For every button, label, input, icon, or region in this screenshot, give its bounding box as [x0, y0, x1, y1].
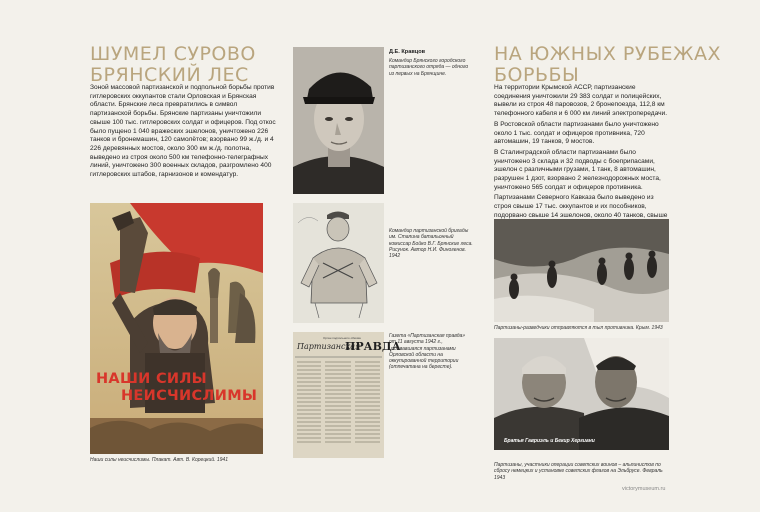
poster-slogan-line2: НЕИСЧИСЛИМЫ	[121, 388, 258, 404]
newspaper-image	[293, 332, 401, 458]
sketch-artwork	[293, 203, 384, 323]
portrait-photo	[293, 47, 384, 194]
portrait-caption: Командир Брянского городского партизанского отряда — одного из первых на Брянщине.	[389, 58, 469, 77]
left-paragraph: Зоной массовой партизанской и подпольной борьбы против гитлеровских оккупантов стали Орловская и Брянская области. Брянские леса превратились в символ партизанской борьбы. Брянские партизаны уничтожили свыше 100 тыс. гитлеровских солдат и офицеров. Под откос было пущено 1 040 вражеских эшелонов, уничтожено 226 танков и бронемашин, 120 самолётов; взорвано 99 ж./д. и 4 226 деревянных мостов, около 300 км ж./д. полотна, выведено из строя около 500 км телефонно-телеграфных линий, уничтожено 300 военных складов, разгромлено 400 гитлеровских штабов, гарнизонов и комендатур.	[90, 84, 276, 179]
portrait-artwork	[293, 47, 384, 194]
newspaper-masthead-left: Партизанская	[297, 342, 361, 351]
left-title-line2: БРЯНСКИЙ ЛЕС	[90, 64, 249, 86]
crimea-artwork	[494, 219, 669, 322]
right-title-line2: БОРЬБЫ	[494, 64, 580, 86]
newspaper-caption: Газета «Партизанская правда» от 11 августа 1942 г., издававшаяся партизанами Орловской области на оккупированной территории (отпечатана на бересте).	[389, 333, 466, 371]
poster-artwork	[90, 203, 263, 454]
sketch-drawing	[293, 203, 384, 323]
left-title-line1: ШУМЕЛ СУРОВО	[90, 43, 256, 65]
newspaper-columns	[293, 356, 384, 458]
crimea-photo	[494, 219, 669, 322]
poster-image	[90, 203, 263, 454]
right-paragraph-4: Партизанами Северного Кавказа было выведено из строя свыше 17 тыс. оккупантов и их пособников, подорвано свыше 14 эшелонов, около 40 танков, свыше	[494, 194, 668, 219]
right-paragraph-2: В Ростовской области партизанами было уничтожено около 1 тыс. солдат и офицеров противника, 720 автомашин, 19 танков, 9 мостов.	[494, 120, 659, 146]
brothers-caption: Партизаны, участники операции советских воинов – альпинистов по сбросу немецких и установке советских флагов на Эльбрусе. Февраль 1943	[494, 462, 663, 481]
left-section-title	[90, 44, 290, 86]
right-section-title	[494, 44, 724, 86]
poster-slogan-line1: НАШИ СИЛЫ	[96, 371, 207, 387]
newspaper-small-caption: Орган подпольного обкома	[323, 336, 361, 340]
brothers-photo-label: Братья Гавриэль и Бекир Хергиани	[504, 438, 595, 444]
right-title-line1: НА ЮЖНЫХ РУБЕЖАХ	[494, 43, 721, 65]
crimea-caption: Партизаны-разведчики отправляются в тыл противника. Крым. 1943	[494, 325, 663, 331]
right-paragraph-3: В Сталинградской области партизанами было уничтожено 3 склада и 32 подводы с боеприпасами, эшелон с различными грузами, 1 танк, 8 автомашин, разрушен 1 дзот, взорвано 2 железнодорожных моста, уничтожено 565 солдат и офицеров противника.	[494, 148, 661, 191]
newspaper-masthead-right: ПРАВДА	[345, 340, 401, 353]
website-link[interactable]: victorymuseum.ru	[622, 486, 666, 492]
brothers-photo	[494, 338, 669, 450]
portrait-name: Д.Е. Кравцов	[389, 49, 426, 55]
poster-caption: Наши силы неисчислимы. Плакат. Авт. В. Корецкий. 1941	[90, 457, 228, 463]
right-paragraph-1: На территории Крымской АССР, партизанские соединения уничтожили 29 383 солдат и полицейских, вывели из строя 48 паровозов, 2 бронепоезда, 112,8 км телефонного кабеля и 6 000 км линий электропередачи.	[494, 84, 668, 118]
sketch-caption: Командир партизанской бригады им. Сталина батальонный комиссар Бойко В.Г. Брянские леса. Рисунок. Автор Н.И. Финогенов. 1942	[389, 228, 473, 260]
brothers-artwork	[494, 338, 669, 450]
